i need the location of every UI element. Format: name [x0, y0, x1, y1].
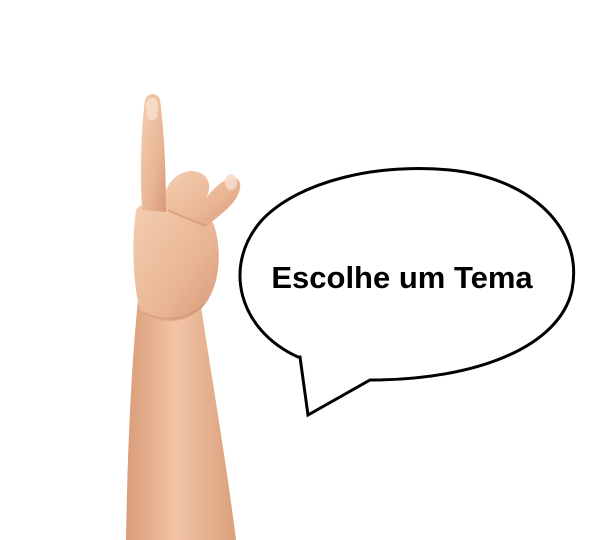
speech-bubble-text: Escolhe um Tema	[271, 260, 533, 295]
index-fingernail	[146, 98, 158, 120]
pointing-hand-icon	[126, 94, 240, 540]
forearm	[126, 300, 236, 540]
thumb-nail	[225, 174, 237, 190]
